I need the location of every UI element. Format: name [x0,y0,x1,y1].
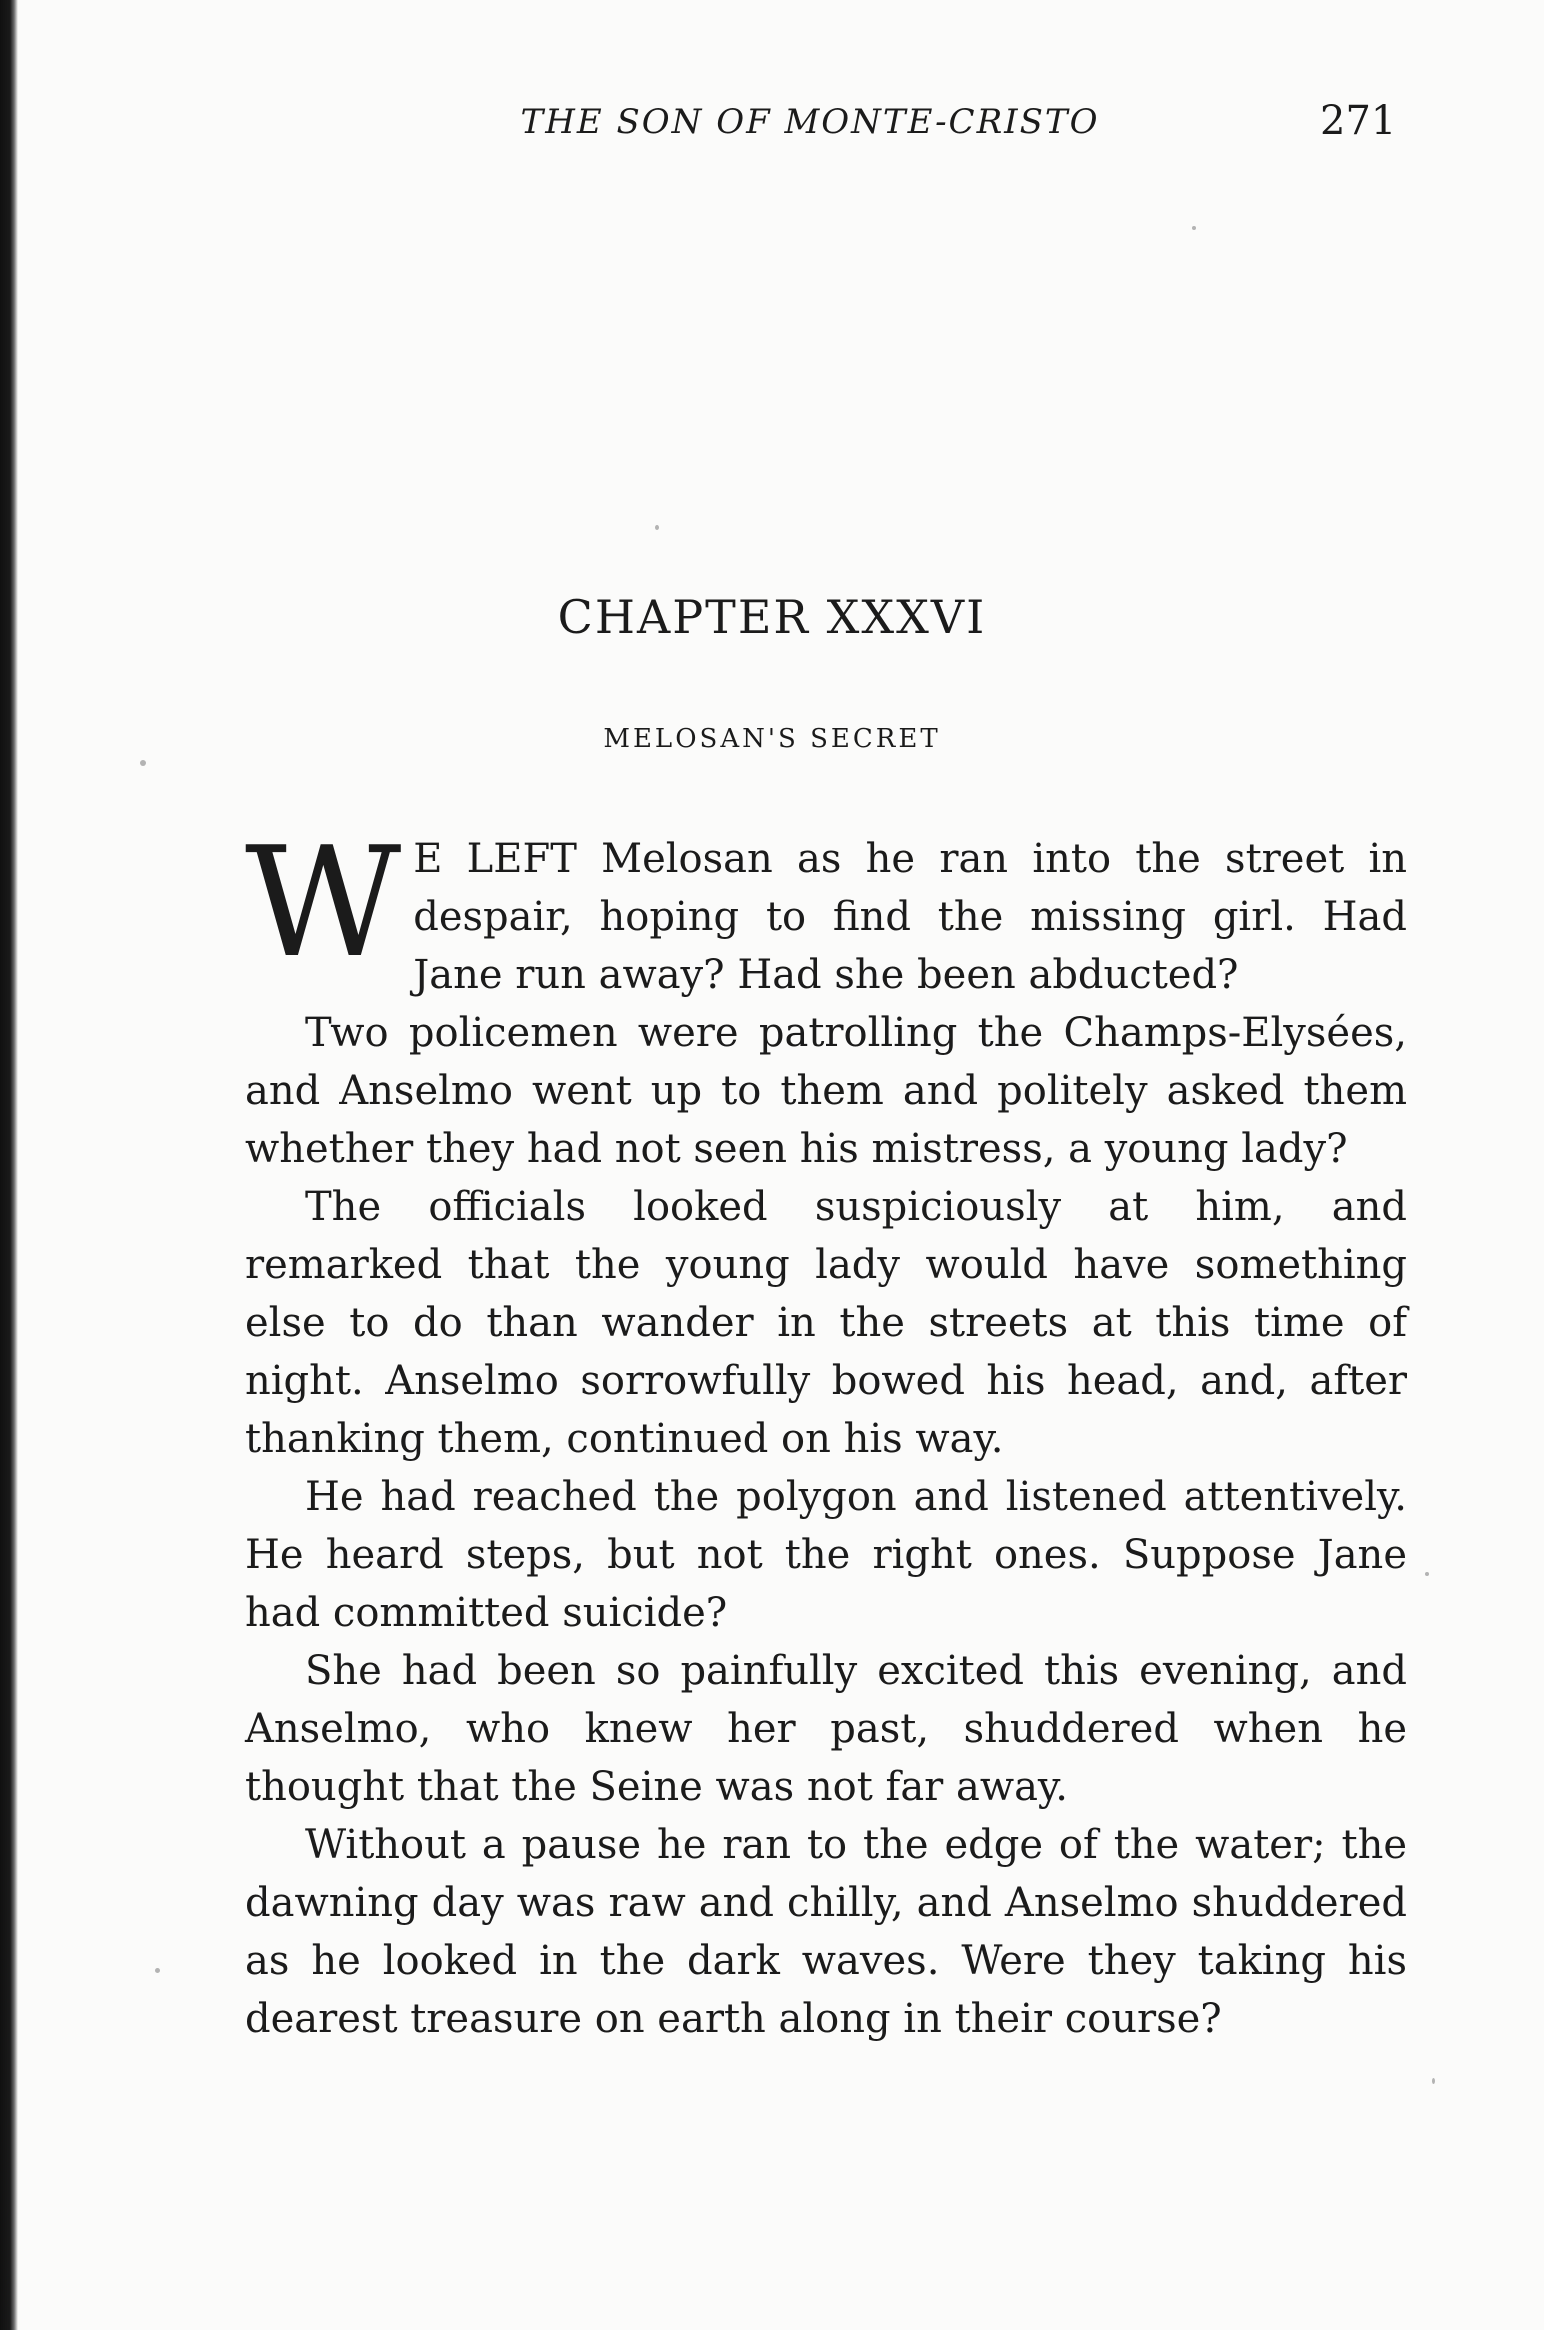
paragraph-1-text: E LEFT Melosan as he ran into the street in despair, hoping to find the missing girl. Had Jane run away? Had she been abducted? [413,836,1407,998]
paragraph-1 [245,814,1407,1004]
drop-cap: W [245,814,402,991]
page-number: 271 [1320,98,1397,144]
running-title: THE SON OF MONTE-CRISTO [520,102,1100,142]
scan-speck [140,760,146,766]
scan-speck [1432,2078,1435,2084]
scan-speck [655,525,659,530]
running-head [0,98,1544,162]
chapter-title: CHAPTER XXXVI [557,590,987,644]
scan-speck [1192,226,1196,230]
paragraph-2: Two policemen were patrolling the Champs-Elysées, and Anselmo went up to them and politely asked them whether they had not seen his mistress, a young lady? [245,1010,1407,1172]
scan-speck [1425,1572,1429,1576]
paragraph-6: Without a pause he ran to the edge of the water; the dawning day was raw and chilly, and Anselmo shuddered as he looked in the dark waves. Were they taking his dearest treasure on earth along in their course? [245,1822,1407,2042]
chapter-subtitle: MELOSAN'S SECRET [603,724,941,754]
paragraph-3: The officials looked suspiciously at him, and remarked that the young lady would have something else to do than wander in the streets at this time of night. Anselmo sorrowfully bowed his head, and, after thanking them, continued on his way. [245,1184,1407,1462]
chapter-body [245,814,1407,2048]
scan-speck [155,1968,160,1973]
paragraph-4: He had reached the polygon and listened attentively. He heard steps, but not the right ones. Suppose Jane had committed suicide? [245,1474,1407,1636]
paragraph-5: She had been so painfully excited this evening, and Anselmo, who knew her past, shuddered when he thought that the Seine was not far away. [245,1648,1407,1810]
